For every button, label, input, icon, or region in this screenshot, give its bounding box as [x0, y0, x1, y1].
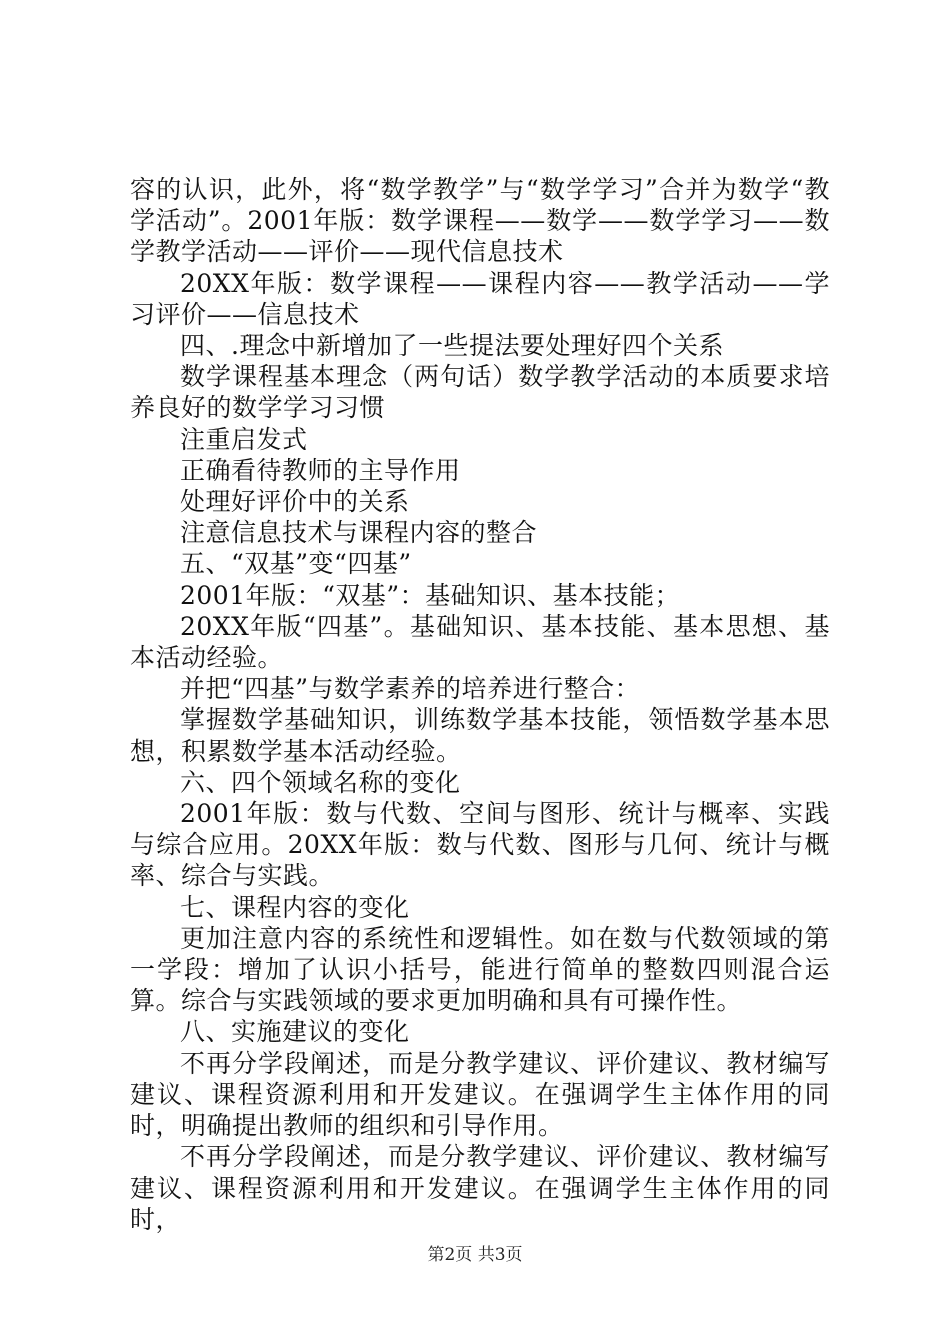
paragraph-2: 20XX年版：数学课程——课程内容——教学活动——学习评价——信息技术 — [130, 268, 830, 329]
list-item-4: 注意信息技术与课程内容的整合 — [180, 518, 538, 548]
paragraph-13: 掌握数学基础知识，训练数学基本技能，领悟数学基本思想，积累数学基本活动经验。 — [130, 705, 830, 766]
page-footer: 第2页 共3页 — [427, 1245, 523, 1265]
paragraph-1: 容的认识，此外，将“数学教学”与“数学学习”合并为数学“教学活动”。2001年版：数学课程——数学——数学学习——数学教学活动——评价——现代信息技术 — [130, 175, 830, 267]
paragraph-12: 并把“四基”与数学素养的培养进行整合： — [180, 674, 641, 704]
section-heading-5: 五、“双基”变“四基” — [180, 549, 412, 579]
section-heading-8: 八、实施建议的变化 — [180, 1017, 410, 1047]
body-text — [130, 174, 830, 1235]
paragraph-20: 不再分学段阐述，而是分教学建议、评价建议、教材编写建议、课程资源利用和开发建议。在强调学生主体作用的同时， — [130, 1142, 830, 1234]
paragraph-15: 2001年版：数与代数、空间与图形、统计与概率、实践与综合应用。20XX年版：数与代数、图形与几何、统计与概率、综合与实践。 — [130, 799, 830, 891]
paragraph-11: 20XX年版“四基”。基础知识、基本技能、基本思想、基本活动经验。 — [130, 611, 830, 673]
paragraph-10: 2001年版：“双基”：基础知识、基本技能； — [180, 580, 681, 610]
list-item-1: 注重启发式 — [180, 424, 308, 454]
section-heading-6: 六、四个领域名称的变化 — [180, 767, 461, 797]
section-heading-7: 七、课程内容的变化 — [180, 892, 410, 922]
list-item-2: 正确看待教师的主导作用 — [180, 455, 461, 485]
paragraph-19: 不再分学段阐述，而是分教学建议、评价建议、教材编写建议、课程资源利用和开发建议。在强调学生主体作用的同时，明确提出教师的组织和引导作用。 — [130, 1048, 830, 1141]
list-item-3: 处理好评价中的关系 — [180, 487, 410, 517]
section-heading-4: 四、.理念中新增加了一些提法要处理好四个关系 — [180, 331, 724, 361]
paragraph-4: 数学课程基本理念（两句话）数学教学活动的本质要求培养良好的数学学习习惯 — [130, 362, 830, 423]
paragraph-17: 更加注意内容的系统性和逻辑性。如在数与代数领域的第一学段：增加了认识小括号，能进行简单的整数四则混合运算。综合与实践领域的要求更加明确和具有可操作性。 — [130, 923, 830, 1016]
